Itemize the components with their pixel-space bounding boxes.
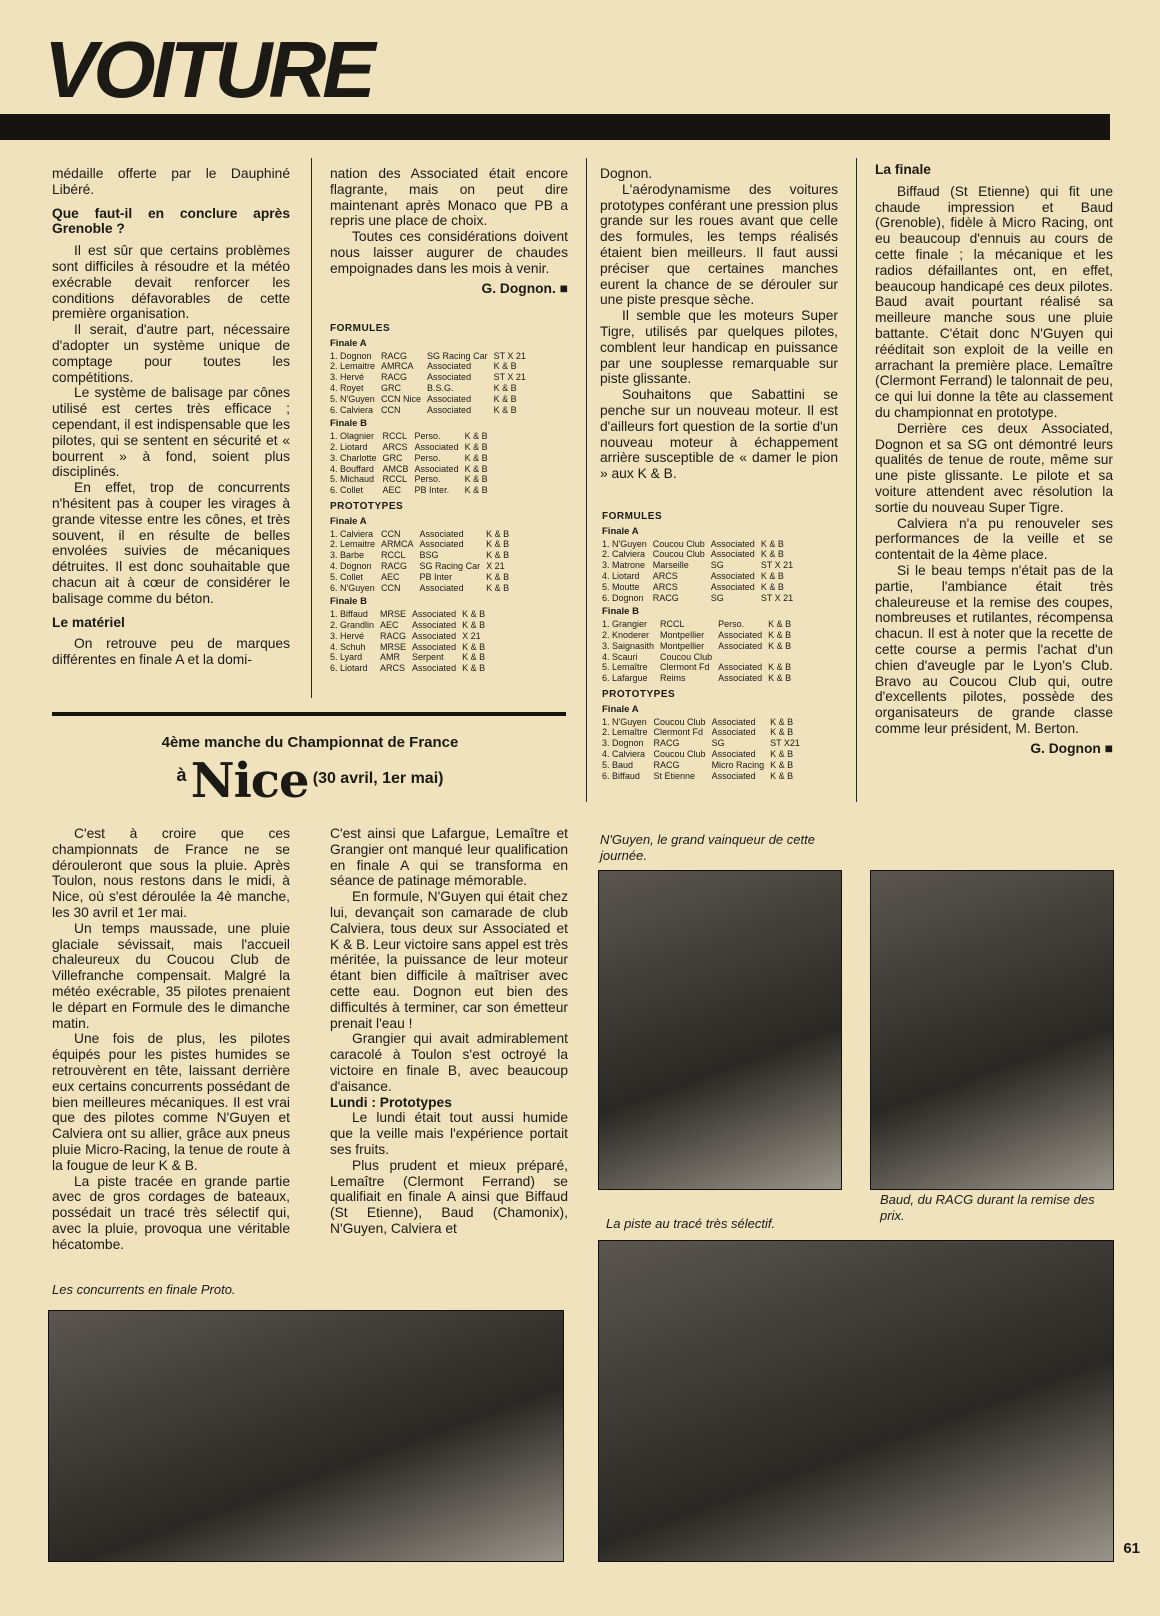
column-5 — [52, 826, 290, 1253]
result-cell: PB Inter. — [414, 485, 450, 496]
result-cell: K & B — [770, 727, 794, 738]
result-cell: Associated — [412, 619, 457, 630]
result-cell: GRC — [381, 382, 402, 393]
result-cell: K & B — [464, 431, 488, 442]
result-row — [330, 539, 515, 550]
result-cell: Coucou Club — [652, 549, 705, 560]
result-row — [330, 431, 494, 442]
result-cell: K & B — [462, 652, 486, 663]
result-cell: Associated — [710, 549, 755, 560]
result-cell: AEC — [381, 571, 400, 582]
result-row — [330, 485, 494, 496]
paragraph: Derrière ces deux Associated, Dognon et sa SG ont démontré leurs qualités de tenue de route, même sur une piste glissante. Le pilote et sa voiture attendent avec résolution la sortie du nouveau Super Tigre. — [875, 420, 1113, 515]
result-row — [330, 442, 494, 453]
paragraph: Le système de balisage par cônes utilisé est certes très efficace ; cependant, il est indispensable que les pilotes, qui se sentent en sécurité et « bourrent » à fond, soient plus disciplinés. — [52, 385, 290, 480]
result-cell: ARCS — [652, 570, 678, 581]
paragraph: médaille offerte par le Dauphiné Libéré. — [52, 166, 290, 197]
result-cell: K & B — [760, 570, 784, 581]
result-cell: Perso. — [414, 431, 441, 442]
result-row — [330, 474, 494, 485]
result-cell: 3. Dognon — [602, 738, 644, 749]
result-cell: CCN — [381, 582, 401, 593]
column-3 — [600, 166, 838, 482]
result-cell: K & B — [760, 549, 784, 560]
result-row — [602, 652, 797, 663]
subheading: Que faut-il en conclure après Grenoble ? — [52, 205, 290, 237]
result-cell: Clermont Fd — [660, 662, 710, 673]
result-cell: RACG — [381, 372, 408, 383]
title-line — [60, 753, 560, 809]
results-table — [330, 431, 494, 496]
paragraph: Toutes ces considérations doivent nous laisser augurer de chaudes empoignades dans les mois à venir. — [330, 229, 568, 276]
paragraph: Un temps maussade, une pluie glaciale sévissait, mais l'accueil chaleureux du Coucou Club de Villefranche compensait. Malgré la météo exécrable, 35 pilotes prenaient le départ en Formule des le dimanche matin. — [52, 920, 290, 1031]
result-row — [330, 550, 515, 561]
result-cell: 2. Lemaitre — [330, 539, 376, 550]
result-cell: K & B — [768, 619, 792, 630]
result-cell: K & B — [486, 528, 510, 539]
result-cell: RACG — [381, 350, 408, 361]
result-cell: K & B — [486, 550, 510, 561]
result-cell: 4. Schuh — [330, 641, 366, 652]
result-cell: Associated — [412, 609, 457, 620]
result-cell: 3. Charlotte — [330, 452, 377, 463]
results-subheading: Finale A — [330, 337, 367, 349]
result-row — [330, 620, 491, 631]
championship-line: 4ème manche du Championnat de France — [161, 734, 459, 751]
result-cell: SG — [710, 592, 724, 603]
result-cell — [718, 652, 768, 663]
result-cell: Perso. — [414, 474, 441, 485]
result-row — [602, 560, 799, 571]
paragraph: Plus prudent et mieux préparé, Lemaître (Clermont Ferrand) se qualifiait en finale A ainsi que Biffaud (St Etienne), Baud (Chamonix), N'Guyen, Calviera et — [330, 1157, 568, 1236]
paragraph: Calviera n'a pu renouveler ses performances de la veille et se contentait de la 4ème place. — [875, 515, 1113, 563]
result-row — [602, 662, 797, 673]
result-cell: SG — [711, 738, 725, 749]
result-cell: RCCL — [381, 550, 406, 561]
subheading: Le matériel — [52, 614, 125, 630]
result-row — [602, 539, 799, 550]
result-row — [330, 453, 494, 464]
result-cell: 2. Knoderer — [602, 629, 650, 640]
photo-proto-finalists — [48, 1310, 564, 1562]
result-cell: X 21 — [486, 560, 505, 571]
column-1 — [52, 166, 290, 668]
result-cell: 2. Lemaître — [602, 727, 648, 738]
result-cell: 1. Biffaud — [330, 609, 368, 620]
preposition: à — [176, 765, 187, 785]
result-row — [602, 749, 806, 760]
result-cell: K & B — [462, 609, 486, 620]
result-cell: Coucou Club — [653, 716, 706, 727]
result-cell: 3. Saignasith — [602, 640, 655, 651]
photo-caption: N'Guyen, le grand vainqueur de cette journée. — [600, 832, 815, 863]
result-row — [330, 652, 491, 663]
results-table — [602, 717, 806, 782]
result-row — [330, 394, 532, 405]
result-cell: ARCS — [382, 441, 408, 452]
paragraph: Le lundi était tout aussi humide que la veille mais l'expérience portait ses fruits. — [330, 1110, 568, 1157]
result-row — [602, 593, 799, 604]
result-cell: 3. Hervé — [330, 372, 365, 383]
result-row — [330, 572, 515, 583]
column-separator — [311, 158, 312, 698]
result-cell: 5. Baud — [602, 759, 634, 770]
result-cell: K & B — [464, 485, 488, 496]
result-cell: 2. Calviera — [602, 549, 646, 560]
results-heading: PROTOTYPES — [602, 688, 676, 700]
results-heading: FORMULES — [602, 511, 663, 522]
result-cell: ST X 21 — [760, 592, 794, 603]
result-cell: K & B — [760, 581, 784, 592]
result-cell: PB Inter — [419, 571, 453, 582]
result-cell: MRSE — [380, 609, 407, 620]
result-cell: 5. N'Guyen — [330, 393, 375, 404]
paragraph: C'est à croire que ces championnats de France ne se dérouleront que sous la pluie. Après Toulon, nous restons dans le midi, à Nice, où s'est déroulée la 4è manche, les 30 avril et 1er mai. — [52, 826, 290, 920]
page-number: 61 — [1123, 1540, 1140, 1557]
result-row — [330, 361, 532, 372]
results-table — [330, 351, 532, 416]
result-row — [330, 583, 515, 594]
paragraph: Une fois de plus, les pilotes équipés pour les pistes humides se retrouvèrent en tête, laissant derrière eux certains concurrents possédant de bien meilleures mécaniques. Il est vrai que des pilotes comme N'Guyen et Calviera ont su allier, grâce aux pneus pluie Micro-Racing, la tenue de route à la fougue de leur K & B. — [52, 1031, 290, 1173]
result-cell: K & B — [768, 662, 792, 673]
result-cell: Associated — [414, 441, 459, 452]
result-cell: 4. Scauri — [602, 651, 638, 662]
result-cell: B.S.G. — [427, 382, 454, 393]
result-row — [602, 630, 797, 641]
result-row — [330, 372, 532, 383]
result-cell: Associated — [412, 630, 457, 641]
paragraph: L'aérodynamisme des voitures prototypes conférant une pression plus grande sur les roues avant que celle des formules, les temps réalisés étaient bien meilleurs. Il faut aussi préciser que certaines manches eurent la chance de se dérouler sur une piste presque sèche. — [600, 181, 838, 308]
section-title: VOITURE — [44, 25, 372, 114]
result-cell: K & B — [486, 582, 510, 593]
result-cell: 1. Grangier — [602, 619, 648, 630]
result-row — [330, 383, 532, 394]
result-cell: Associated — [419, 528, 464, 539]
result-cell: K & B — [486, 571, 510, 582]
result-cell: Associated — [412, 663, 457, 674]
result-cell: Coucou Club — [653, 748, 706, 759]
result-cell: 4. Bouffard — [330, 463, 374, 474]
results-table-2 — [602, 506, 842, 781]
result-cell: Montpellier — [660, 640, 705, 651]
signature: G. Dognon. ■ — [330, 281, 568, 297]
result-cell: RACG — [380, 630, 407, 641]
signature: G. Dognon ■ — [875, 741, 1113, 757]
result-cell: RACG — [653, 759, 680, 770]
photo-nguyen — [598, 870, 842, 1190]
result-cell: 6. Calviera — [330, 404, 374, 415]
result-cell: Coucou Club — [660, 651, 713, 662]
result-cell: Associated — [718, 662, 763, 673]
race-dates: (30 avril, 1er mai) — [312, 770, 444, 787]
result-cell: 5. Michaud — [330, 474, 375, 485]
result-cell: RACG — [381, 560, 408, 571]
result-cell: Micro Racing — [711, 759, 765, 770]
results-heading: FORMULES — [330, 323, 391, 334]
result-cell: K & B — [493, 404, 517, 415]
result-cell: CCN Nice — [381, 393, 422, 404]
paragraph: Grangier qui avait admirablement caracolé à Toulon s'est octroyé la victoire en finale B, avec beaucoup d'aisance. — [330, 1031, 568, 1094]
result-cell: K & B — [464, 474, 488, 485]
result-cell: ARMCA — [381, 539, 414, 550]
result-row — [330, 609, 491, 620]
result-row — [602, 571, 799, 582]
result-cell: 2. Lemaitre — [330, 361, 376, 372]
results-table — [330, 529, 515, 594]
result-cell: 5. Moutte — [602, 581, 640, 592]
photo-caption: Baud, du RACG durant la remise des prix. — [880, 1192, 1095, 1223]
result-cell: K & B — [464, 452, 488, 463]
paragraph: Si le beau temps n'était pas de la partie, l'ambiance était très chaleureuse et la remise des coupes, nombreuses et rutilantes, récompensa chacun. Il est à noter que la recette de cette course a permis l'achat d'un chien d'aveugle par le Lyon's Club. Bravo au Coucou Club qui, outre d'excellents pilotes, possède des organisateurs de grande classe comme leur président, M. Berton. — [875, 562, 1113, 736]
result-cell: Marseille — [652, 560, 689, 571]
column-6 — [330, 826, 568, 1237]
result-cell: 4. Dognon — [330, 560, 372, 571]
result-cell: AMR — [380, 652, 401, 663]
result-cell: Associated — [711, 770, 756, 781]
result-cell: RCCL — [382, 474, 408, 485]
result-cell: Associated — [427, 393, 472, 404]
column-separator — [586, 158, 587, 802]
result-cell: ST X 21 — [493, 372, 526, 383]
result-cell: ARCS — [380, 663, 406, 674]
result-cell: AMRCA — [381, 361, 414, 372]
result-cell: RACG — [653, 738, 680, 749]
result-cell: SG — [710, 560, 724, 571]
result-cell: K & B — [464, 441, 488, 452]
result-cell: SG Racing Car — [427, 350, 488, 361]
result-cell: Perso. — [718, 619, 745, 630]
result-cell: RCCL — [660, 619, 685, 630]
result-cell: BSG — [419, 550, 439, 561]
result-row — [602, 673, 797, 684]
result-cell: 6. Lafargue — [602, 673, 648, 684]
result-cell: Reims — [660, 673, 686, 684]
results-subheading: Finale A — [602, 525, 639, 537]
result-cell: St Etienne — [653, 770, 696, 781]
section-rule — [52, 712, 566, 716]
result-row — [330, 464, 494, 475]
results-table — [330, 609, 491, 674]
result-cell: K & B — [768, 629, 792, 640]
paragraph: Il est sûr que certains problèmes sont difficiles à résoudre et la météo exécrable devait renforcer les conditions défavorables de cette première organisation. — [52, 243, 290, 322]
results-subheading: Finale A — [330, 515, 367, 527]
result-row — [330, 405, 532, 416]
result-cell: K & B — [768, 640, 792, 651]
result-row — [330, 631, 491, 642]
results-table-1 — [330, 318, 570, 674]
result-row — [602, 738, 806, 749]
result-row — [330, 529, 515, 540]
result-cell: K & B — [770, 748, 794, 759]
subheading: Lundi : Prototypes — [330, 1094, 452, 1110]
photo-caption: La piste au tracé très sélectif. — [606, 1216, 776, 1231]
result-cell: 4. Calviera — [602, 748, 646, 759]
result-row — [330, 642, 491, 653]
result-cell: K & B — [760, 538, 784, 549]
result-cell: RACG — [652, 592, 679, 603]
result-cell: Montpellier — [660, 629, 705, 640]
result-cell: 1. N'Guyen — [602, 538, 647, 549]
photo-baud — [870, 870, 1114, 1190]
result-cell: 2. Grandlin — [330, 619, 375, 630]
paragraph: Dognon. — [600, 166, 653, 181]
result-cell: Associated — [711, 716, 756, 727]
result-cell: K & B — [770, 759, 794, 770]
result-cell: Associated — [710, 570, 755, 581]
result-row — [602, 641, 797, 652]
result-cell: GRC — [382, 452, 403, 463]
result-cell: CCN — [381, 528, 401, 539]
paragraph: Il serait, d'autre part, nécessaire d'adopter un système unique de comptage pour toutes les compétitions. — [52, 322, 290, 385]
result-row — [602, 549, 799, 560]
result-cell: 3. Hervé — [330, 630, 365, 641]
result-cell: 5. Lyard — [330, 652, 363, 663]
result-cell: Associated — [427, 404, 472, 415]
result-cell: K & B — [770, 770, 794, 781]
result-cell: Associated — [718, 629, 763, 640]
result-cell: 4. Liotard — [602, 570, 640, 581]
result-cell: Associated — [710, 538, 755, 549]
paragraph: Souhaitons que Sabattini se penche sur un nouveau moteur. Il est d'ailleurs fort question de la sortie d'un nouveau moteur à échappement arrière susceptible de « damer le pion » aux K & B. — [600, 387, 838, 482]
result-cell: K & B — [768, 673, 792, 684]
result-cell: AMCB — [382, 463, 409, 474]
result-cell: Associated — [711, 748, 756, 759]
result-cell: 6. Collet — [330, 485, 364, 496]
result-cell: Associated — [710, 581, 755, 592]
result-cell: AEC — [382, 485, 402, 496]
result-row — [602, 771, 806, 782]
city-name: Nice — [190, 753, 309, 809]
subheading: La finale — [875, 162, 931, 177]
header-rule — [0, 114, 1110, 140]
paragraph: En formule, N'Guyen qui était chez lui, devançait son camarade de club Calviera, tous deux sur Associated et K & B. Leur victoire sans appel est très méritée, la puissance de leur moteur étant bien difficile à maîtriser avec cette eau. Dognon eut bien des difficultés à terminer, car son émetteur prenait l'eau ! — [330, 889, 568, 1031]
result-cell: Associated — [419, 539, 464, 550]
result-cell: Associated — [414, 463, 459, 474]
result-row — [602, 760, 806, 771]
paragraph: On retrouve peu de marques différentes en finale A et la domi- — [52, 636, 290, 668]
result-cell: RCCL — [382, 431, 408, 442]
column-4 — [875, 162, 1113, 756]
result-cell: K & B — [462, 619, 486, 630]
result-cell: K & B — [486, 539, 510, 550]
results-table — [602, 539, 799, 604]
result-cell: ST X 21 — [760, 560, 794, 571]
result-cell: 1. Calviera — [330, 528, 374, 539]
result-cell: 1. Dognon — [330, 350, 372, 361]
result-cell: K & B — [493, 393, 517, 404]
result-cell: 1. Olagnier — [330, 431, 375, 442]
photo-caption: Les concurrents en finale Proto. — [52, 1282, 236, 1297]
results-heading: PROTOTYPES — [330, 500, 404, 512]
column-2 — [330, 166, 568, 296]
result-cell: Serpent — [412, 652, 444, 663]
result-row — [330, 351, 532, 362]
results-subheading: Finale A — [602, 703, 639, 715]
result-cell: CCN — [381, 404, 401, 415]
results-table — [602, 619, 797, 684]
result-cell: X 21 — [462, 630, 481, 641]
result-cell: K & B — [493, 361, 517, 372]
result-cell: Associated — [427, 372, 472, 383]
paragraph: nation des Associated était encore flagrante, mais on peut dire maintenant après Monaco que PB a repris une place de choix. — [330, 166, 568, 229]
paragraph: Il semble que les moteurs Super Tigre, utilisés par quelques pilotes, comblent leur handicap en puissance par une souplesse remarquable sur piste glissante. — [600, 308, 838, 387]
result-cell: 3. Matrone — [602, 560, 646, 571]
result-cell: Clermont Fd — [653, 727, 704, 738]
result-cell: ARCS — [652, 581, 678, 592]
result-cell — [768, 652, 797, 663]
result-cell: 6. Biffaud — [602, 770, 640, 781]
result-cell: K & B — [493, 382, 517, 393]
result-row — [602, 582, 799, 593]
result-cell: 6. Dognon — [602, 592, 644, 603]
result-cell: ST X 21 — [493, 350, 526, 361]
result-cell: K & B — [462, 663, 486, 674]
result-cell: 4. Royet — [330, 382, 364, 393]
paragraph: C'est ainsi que Lafargue, Lemaître et Grangier ont manqué leur qualification en finale A qui se transforma en séance de patinage mémorable. — [330, 826, 568, 889]
result-row — [330, 663, 491, 674]
result-cell: ST X21 — [770, 738, 800, 749]
race-heading — [60, 734, 560, 809]
result-row — [330, 561, 515, 572]
paragraph: Biffaud (St Etienne) qui fit une chaude impression et Baud (Grenoble), fidèle à Micro Racing, ont eu beaucoup d'ennuis au cours de cette finale ; la mécanique et les radios défaillantes ont, en effet, beaucoup handicapé ces deux pilotes. Baud avait pourtant réalisé sa meilleure manche sous une pluie battante. C'était donc N'Guyen qui rééditait son exploit de la veille en arrachant la première place. Lemaître (Clermont Ferrand) le talonnait de peu, ce qui lui donne la tête au classement du championnat en prototype. — [875, 183, 1113, 420]
result-cell: 1. N'Guyen — [602, 716, 647, 727]
result-cell: Associated — [711, 727, 756, 738]
result-row — [602, 727, 806, 738]
result-cell: K & B — [464, 463, 488, 474]
paragraph: La piste tracée en grande partie avec de gros cordages de bateaux, possédait un tracé très sélectif qui, avec la pluie, provoqua une véritable hécatombe. — [52, 1173, 290, 1252]
result-cell: 6. Liotard — [330, 663, 368, 674]
result-cell: Associated — [718, 640, 763, 651]
result-cell: K & B — [462, 641, 486, 652]
result-cell: 5. Lemaître — [602, 662, 648, 673]
column-separator — [856, 158, 857, 802]
result-cell: Associated — [718, 673, 763, 684]
result-cell: Perso. — [414, 452, 441, 463]
results-subheading: Finale B — [330, 596, 367, 608]
results-subheading: Finale B — [602, 606, 639, 618]
result-cell: 2. Liotard — [330, 441, 368, 452]
result-cell: 6. N'Guyen — [330, 582, 375, 593]
result-cell: Associated — [419, 582, 464, 593]
results-subheading: Finale B — [330, 418, 367, 430]
result-cell: 3. Barbe — [330, 550, 365, 561]
result-cell: Associated — [427, 361, 472, 372]
result-cell: Associated — [412, 641, 457, 652]
result-cell: 5. Collet — [330, 571, 364, 582]
paragraph: En effet, trop de concurrents n'hésitent pas à couper les virages à grande vitesse entre les cônes, et très souvent, il en résulte de belles envolées suivies de mécaniques détruites. Il est donc souhaitable que chacun ait à cœur de considérer le balisage comme du béton. — [52, 480, 290, 606]
result-cell: MRSE — [380, 641, 407, 652]
result-cell: AEC — [380, 619, 399, 630]
result-cell: K & B — [770, 716, 794, 727]
result-row — [602, 717, 806, 728]
result-cell: SG Racing Car — [419, 560, 481, 571]
photo-race-track — [598, 1240, 1114, 1562]
result-row — [602, 619, 797, 630]
result-cell: Coucou Club — [652, 538, 705, 549]
